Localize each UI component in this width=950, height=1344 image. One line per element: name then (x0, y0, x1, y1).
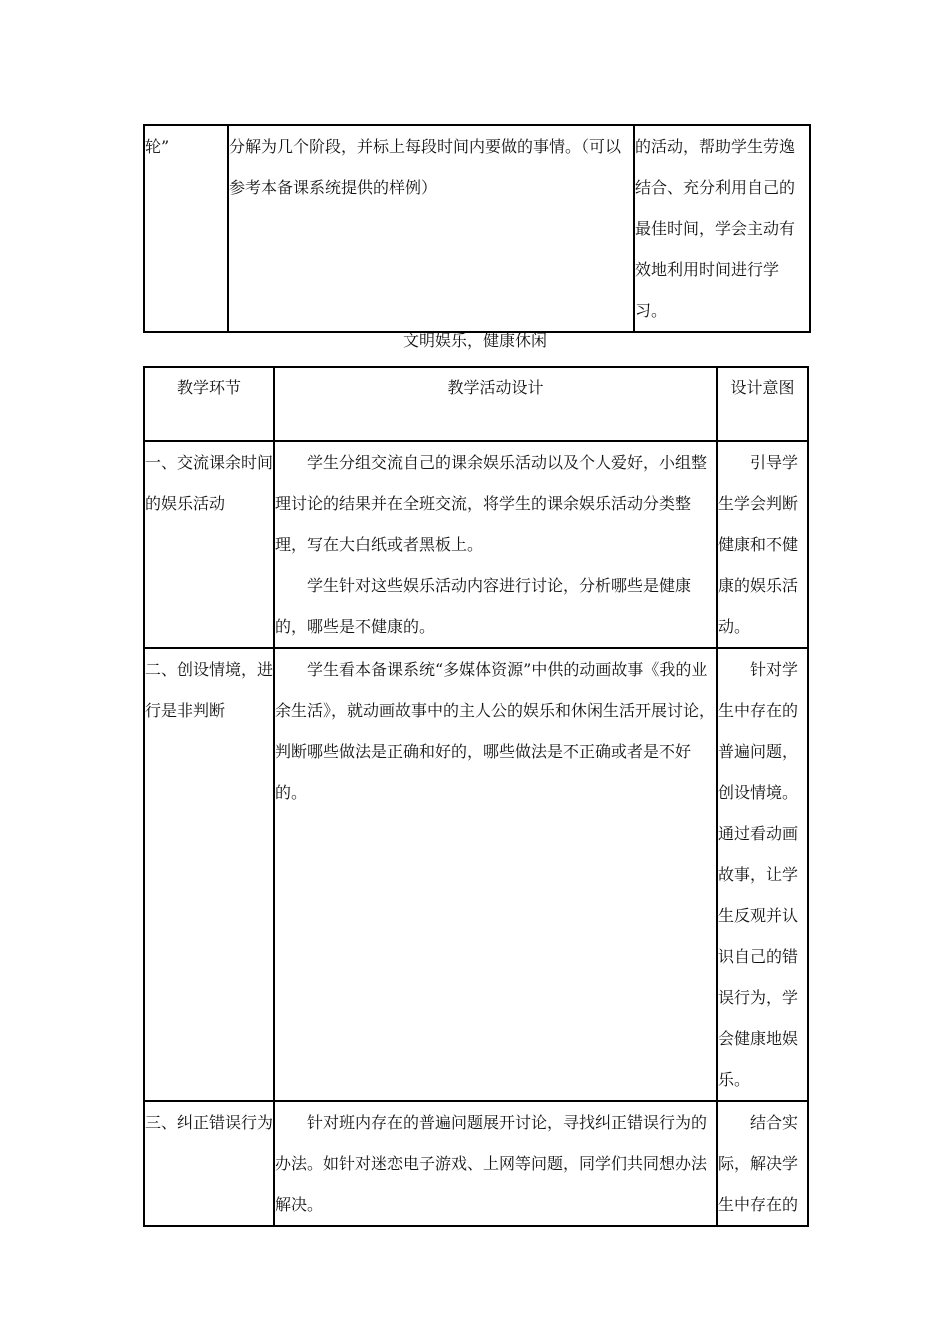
intent-cell: 结合实际，解决学生中存在的 (717, 1101, 808, 1226)
activity-cell (274, 648, 717, 1101)
section-title: 文明娱乐，健康休闲 (402, 331, 547, 350)
table-header-row (144, 367, 808, 441)
continuation-table (143, 124, 811, 333)
activity-paragraph: 学生针对这些娱乐活动内容进行讨论，分析哪些是健康的，哪些是不健康的。 (275, 576, 692, 636)
table-row (144, 125, 810, 332)
activity-cell: 分解为几个阶段，并标上每段时间内要做的事情。（可以参考本备课系统提供的样例） (228, 125, 634, 332)
intent-cell: 引导学生学会判断健康和不健康的娱乐活动。 (717, 441, 808, 648)
table-row (144, 441, 808, 648)
header-activity: 教学活动设计 (274, 367, 717, 441)
intent-cell: 针对学生中存在的普遍问题，创设情境。通过看动画故事，让学生反观并认识自己的错误行为，学会健康地娱乐。 (717, 648, 808, 1101)
activity-paragraph: 学生分组交流自己的课余娱乐活动以及个人爱好，小组整理讨论的结果并在全班交流，将学生的课余娱乐活动分类整理，写在大白纸或者黑板上。 (275, 453, 708, 554)
stage-cell: 轮” (144, 125, 228, 332)
table-row (144, 1101, 808, 1226)
table-row (144, 648, 808, 1101)
lesson-plan-table (143, 366, 809, 1227)
stage-cell: 一、交流课余时间的娱乐活动 (144, 441, 274, 648)
header-intent: 设计意图 (717, 367, 808, 441)
stage-cell: 二、创设情境，进行是非判断 (144, 648, 274, 1101)
activity-cell (274, 1101, 717, 1226)
stage-cell: 三、纠正错误行为 (144, 1101, 274, 1226)
activity-paragraph: 学生看本备课系统“多媒体资源”中供的动画故事《我的业余生活》，就动画故事中的主人公的娱乐和休闲生活开展讨论，判断哪些做法是正确和好的，哪些做法是不正确或者是不好的。 (275, 660, 716, 802)
header-stage: 教学环节 (144, 367, 274, 441)
activity-cell (274, 441, 717, 648)
intent-cell: 的活动，帮助学生劳逸结合、充分利用自己的最佳时间，学会主动有效地利用时间进行学习。 (634, 125, 810, 332)
activity-paragraph: 针对班内存在的普遍问题展开讨论，寻找纠正错误行为的办法。如针对迷恋电子游戏、上网等问题，同学们共同想办法解决。 (275, 1113, 708, 1214)
